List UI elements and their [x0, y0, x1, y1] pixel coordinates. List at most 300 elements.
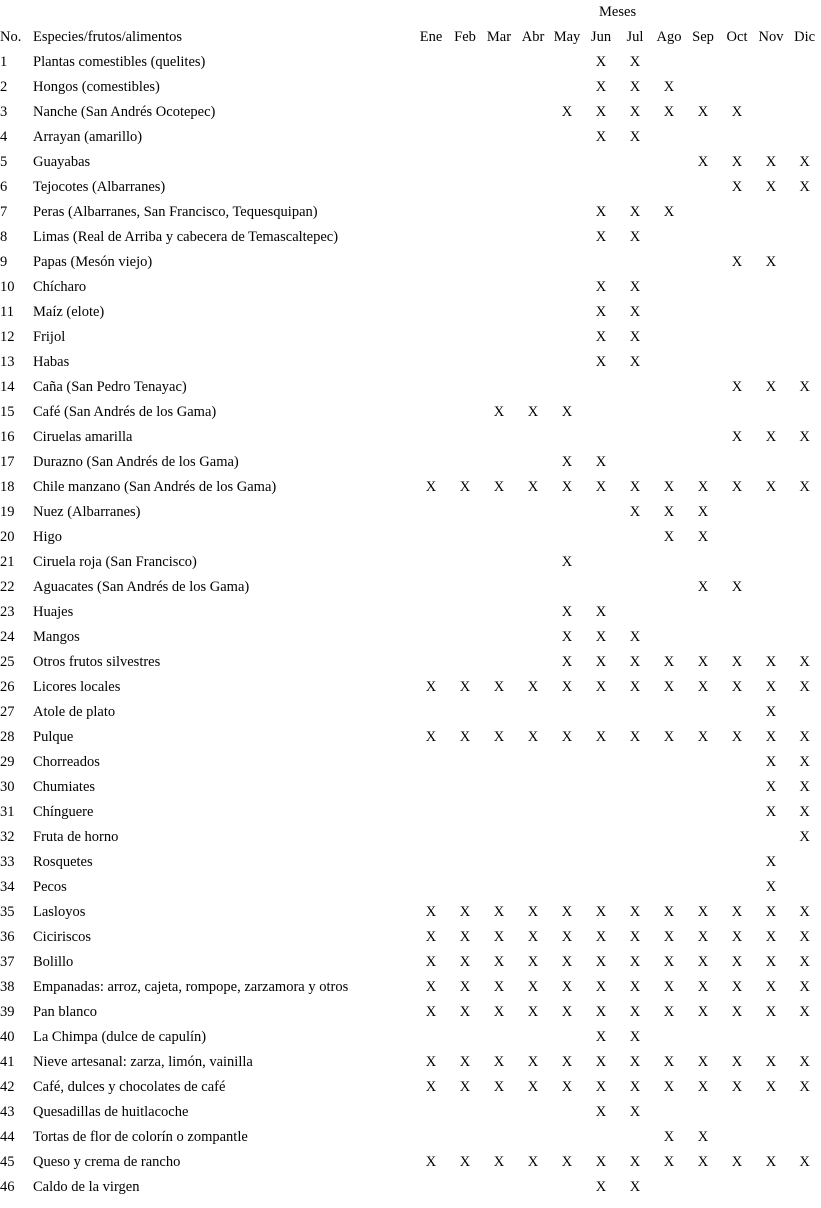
month-cell-abr: X: [527, 1054, 539, 1070]
month-cell-jul: X: [629, 54, 641, 70]
month-cell-may: X: [561, 629, 573, 645]
month-cell-abr: [516, 346, 550, 371]
month-cell-sep: X: [697, 904, 709, 920]
month-cell-ago: [652, 221, 686, 246]
month-cell-mar: [482, 346, 516, 371]
month-cell-may: [550, 846, 584, 871]
month-cell-jul: [618, 696, 652, 721]
month-cell-nov: X: [765, 779, 777, 795]
month-cell-mar: X: [493, 729, 505, 745]
month-cell-jul: X: [629, 629, 641, 645]
month-cell-mar: [482, 571, 516, 596]
month-cell-jun: [584, 846, 618, 871]
table-row: [0, 646, 821, 671]
month-cell-nov: [754, 546, 788, 571]
month-cell-may: [550, 221, 584, 246]
month-cell-oct: [720, 1021, 754, 1046]
month-cell-oct: [720, 746, 754, 771]
month-cell-sep: X: [697, 479, 709, 495]
row-species-name: Nieve artesanal: zarza, limón, vainilla: [33, 1054, 253, 1070]
month-cell-ago: X: [663, 654, 675, 670]
month-cell-mar: [482, 821, 516, 846]
table-row: [0, 396, 821, 421]
month-cell-feb: [448, 371, 482, 396]
month-cell-feb: X: [459, 1004, 471, 1020]
table-row: [0, 571, 821, 596]
row-number: 22: [0, 579, 15, 595]
month-cell-oct: [720, 321, 754, 346]
month-cell-abr: X: [527, 1154, 539, 1170]
month-cell-dic: X: [799, 379, 810, 395]
month-cell-sep: [686, 1171, 720, 1196]
month-cell-oct: X: [731, 654, 743, 670]
month-cell-abr: [516, 546, 550, 571]
month-cell-abr: [516, 621, 550, 646]
month-cell-ago: [652, 796, 686, 821]
month-cell-jun: X: [595, 604, 607, 620]
month-cell-dic: [788, 221, 821, 246]
month-cell-jun: X: [595, 1079, 607, 1095]
header-month-jun: Jun: [590, 29, 612, 45]
month-cell-jul: [618, 371, 652, 396]
month-cell-may: [550, 696, 584, 721]
month-cell-mar: [482, 146, 516, 171]
month-cell-abr: X: [527, 1004, 539, 1020]
header-group-row: [0, 0, 821, 21]
month-cell-nov: X: [765, 929, 777, 945]
header-spacer-species: [33, 0, 414, 21]
month-cell-nov: X: [765, 854, 777, 870]
month-cell-ago: [652, 121, 686, 146]
month-cell-sep: [686, 371, 720, 396]
month-cell-may: [550, 296, 584, 321]
month-cell-dic: [788, 521, 821, 546]
month-cell-oct: [720, 696, 754, 721]
month-cell-feb: [448, 296, 482, 321]
month-cell-abr: [516, 821, 550, 846]
month-cell-sep: X: [697, 1129, 709, 1145]
month-cell-nov: [754, 1021, 788, 1046]
month-cell-feb: [448, 246, 482, 271]
month-cell-nov: X: [765, 1054, 777, 1070]
month-cell-nov: [754, 321, 788, 346]
month-cell-jul: [618, 796, 652, 821]
row-species-name: Caña (San Pedro Tenayac): [33, 379, 187, 395]
row-number: 37: [0, 954, 15, 970]
row-number: 15: [0, 404, 15, 420]
month-cell-sep: X: [697, 104, 709, 120]
row-number: 2: [0, 79, 8, 95]
month-cell-jul: X: [629, 204, 641, 220]
row-number: 16: [0, 429, 15, 445]
month-cell-dic: X: [799, 429, 810, 445]
month-cell-dic: X: [799, 154, 810, 170]
month-cell-ene: [414, 871, 448, 896]
header-month-oct: Oct: [726, 29, 748, 45]
table-row: [0, 421, 821, 446]
month-cell-nov: X: [765, 154, 777, 170]
month-cell-abr: [516, 46, 550, 71]
month-cell-nov: [754, 1096, 788, 1121]
row-species-name: Plantas comestibles (quelites): [33, 54, 206, 70]
month-cell-feb: [448, 546, 482, 571]
month-cell-ene: X: [425, 479, 437, 495]
row-number: 10: [0, 279, 15, 295]
header-month-feb: Feb: [454, 29, 476, 45]
month-cell-ene: [414, 146, 448, 171]
month-cell-jul: X: [629, 479, 641, 495]
month-cell-jul: X: [629, 1179, 641, 1195]
month-cell-feb: [448, 1096, 482, 1121]
month-cell-dic: [788, 346, 821, 371]
month-cell-jun: [584, 171, 618, 196]
table-row: [0, 746, 821, 771]
month-cell-ene: X: [425, 929, 437, 945]
month-cell-ago: X: [663, 679, 675, 695]
month-cell-oct: [720, 771, 754, 796]
month-cell-dic: X: [799, 804, 810, 820]
month-cell-feb: [448, 496, 482, 521]
month-cell-abr: [516, 246, 550, 271]
month-cell-mar: [482, 121, 516, 146]
row-species-name: Higo: [33, 529, 62, 545]
month-cell-jun: X: [595, 1104, 607, 1120]
header-month-ago: Ago: [656, 29, 682, 45]
month-cell-sep: X: [697, 654, 709, 670]
row-number: 44: [0, 1129, 15, 1145]
month-cell-mar: [482, 421, 516, 446]
month-cell-dic: [788, 1121, 821, 1146]
month-cell-jun: [584, 421, 618, 446]
row-species-name: Queso y crema de rancho: [33, 1154, 181, 1170]
month-cell-nov: [754, 446, 788, 471]
month-cell-sep: [686, 696, 720, 721]
month-cell-jul: [618, 571, 652, 596]
month-cell-mar: X: [493, 1154, 505, 1170]
month-cell-sep: [686, 121, 720, 146]
month-cell-oct: X: [731, 1004, 743, 1020]
month-cell-nov: X: [765, 879, 777, 895]
month-cell-jun: [584, 371, 618, 396]
month-cell-feb: X: [459, 904, 471, 920]
month-cell-feb: [448, 821, 482, 846]
month-cell-ene: X: [425, 729, 437, 745]
row-number: 6: [0, 179, 8, 195]
month-cell-sep: X: [697, 729, 709, 745]
month-cell-jun: [584, 546, 618, 571]
month-cell-oct: [720, 121, 754, 146]
row-species-name: Quesadillas de huitlacoche: [33, 1104, 189, 1120]
header-month-ene: Ene: [419, 29, 443, 45]
row-number: 18: [0, 479, 15, 495]
table-row: [0, 771, 821, 796]
month-cell-abr: [516, 1121, 550, 1146]
month-cell-abr: X: [527, 904, 539, 920]
month-cell-jun: [584, 771, 618, 796]
month-cell-may: [550, 1021, 584, 1046]
month-cell-oct: [720, 596, 754, 621]
row-number: 8: [0, 229, 8, 245]
month-cell-sep: [686, 596, 720, 621]
month-cell-sep: [686, 746, 720, 771]
month-cell-ago: [652, 1171, 686, 1196]
month-cell-abr: [516, 121, 550, 146]
month-cell-sep: [686, 221, 720, 246]
month-cell-nov: X: [765, 954, 777, 970]
month-cell-nov: X: [765, 754, 777, 770]
month-cell-ago: [652, 296, 686, 321]
month-cell-feb: [448, 346, 482, 371]
table-header: [0, 0, 821, 46]
month-cell-dic: X: [799, 754, 810, 770]
month-cell-jul: X: [629, 104, 641, 120]
month-cell-jul: [618, 171, 652, 196]
row-number: 11: [0, 304, 14, 320]
month-cell-sep: [686, 271, 720, 296]
month-cell-abr: [516, 271, 550, 296]
month-cell-mar: [482, 771, 516, 796]
row-number: 36: [0, 929, 15, 945]
month-cell-may: X: [561, 604, 573, 620]
month-cell-jun: X: [595, 679, 607, 695]
row-number: 5: [0, 154, 8, 170]
header-columns-row: [0, 21, 821, 46]
month-cell-jun: X: [595, 229, 607, 245]
table-row: [0, 1046, 821, 1071]
month-cell-jun: X: [595, 129, 607, 145]
month-cell-mar: X: [493, 1004, 505, 1020]
month-cell-jun: X: [595, 304, 607, 320]
month-cell-jun: [584, 1121, 618, 1146]
month-cell-ago: [652, 696, 686, 721]
month-cell-mar: [482, 1021, 516, 1046]
month-cell-jun: [584, 521, 618, 546]
month-cell-feb: [448, 621, 482, 646]
month-cell-feb: [448, 196, 482, 221]
month-cell-abr: [516, 446, 550, 471]
table-row: [0, 1096, 821, 1121]
month-cell-dic: [788, 571, 821, 596]
month-cell-oct: [720, 346, 754, 371]
month-cell-feb: [448, 646, 482, 671]
month-cell-ago: [652, 621, 686, 646]
table-row: [0, 971, 821, 996]
row-number: 21: [0, 554, 15, 570]
table-row: [0, 696, 821, 721]
month-cell-ene: [414, 71, 448, 96]
month-cell-may: [550, 796, 584, 821]
month-cell-oct: [720, 821, 754, 846]
month-cell-abr: [516, 496, 550, 521]
month-cell-may: X: [561, 1004, 573, 1020]
month-cell-sep: X: [697, 1004, 709, 1020]
month-cell-ene: [414, 296, 448, 321]
month-cell-abr: [516, 1096, 550, 1121]
month-cell-jun: [584, 396, 618, 421]
row-number: 12: [0, 329, 15, 345]
month-cell-dic: [788, 196, 821, 221]
month-cell-jun: X: [595, 79, 607, 95]
month-cell-mar: [482, 746, 516, 771]
row-number: 31: [0, 804, 15, 820]
month-cell-sep: [686, 846, 720, 871]
month-cell-jul: X: [629, 1029, 641, 1045]
month-cell-jul: [618, 396, 652, 421]
month-cell-dic: [788, 846, 821, 871]
row-species-name: Habas: [33, 354, 70, 370]
header-spacer-no: [0, 0, 33, 21]
month-cell-dic: [788, 96, 821, 121]
month-cell-feb: [448, 271, 482, 296]
month-cell-oct: X: [731, 429, 743, 445]
month-cell-dic: [788, 1096, 821, 1121]
month-cell-sep: [686, 346, 720, 371]
month-cell-oct: [720, 521, 754, 546]
month-cell-abr: [516, 421, 550, 446]
month-cell-mar: [482, 621, 516, 646]
month-cell-oct: [720, 846, 754, 871]
month-cell-abr: X: [527, 729, 539, 745]
month-cell-ene: X: [425, 904, 437, 920]
month-cell-ago: X: [663, 1004, 675, 1020]
month-cell-nov: [754, 396, 788, 421]
month-cell-ago: X: [663, 529, 675, 545]
month-cell-nov: X: [765, 704, 777, 720]
month-cell-abr: [516, 321, 550, 346]
month-cell-abr: X: [527, 404, 539, 420]
month-cell-feb: [448, 96, 482, 121]
month-cell-ene: X: [425, 1154, 437, 1170]
month-cell-nov: [754, 521, 788, 546]
row-species-name: Atole de plato: [33, 704, 116, 720]
month-cell-mar: [482, 71, 516, 96]
month-cell-jun: X: [595, 204, 607, 220]
month-cell-jun: X: [595, 354, 607, 370]
row-species-name: Café (San Andrés de los Gama): [33, 404, 217, 420]
table-row: [0, 846, 821, 871]
table-row: [0, 921, 821, 946]
month-cell-nov: X: [765, 179, 777, 195]
month-cell-may: X: [561, 404, 573, 420]
month-cell-may: X: [561, 954, 573, 970]
header-meses-group: Meses: [599, 4, 637, 20]
month-cell-abr: [516, 146, 550, 171]
row-species-name: Tejocotes (Albarranes): [33, 179, 166, 195]
month-cell-dic: [788, 246, 821, 271]
month-cell-ago: [652, 596, 686, 621]
month-cell-jul: [618, 421, 652, 446]
table-row: [0, 671, 821, 696]
month-cell-mar: [482, 171, 516, 196]
month-cell-jun: X: [595, 979, 607, 995]
row-number: 1: [0, 54, 8, 70]
month-cell-jun: X: [595, 1179, 607, 1195]
month-cell-jul: [618, 596, 652, 621]
month-cell-may: X: [561, 1054, 573, 1070]
table-row: [0, 321, 821, 346]
month-cell-jul: X: [629, 979, 641, 995]
month-cell-jun: X: [595, 929, 607, 945]
month-cell-mar: X: [493, 1054, 505, 1070]
month-cell-dic: X: [799, 979, 810, 995]
month-cell-mar: [482, 496, 516, 521]
row-species-name: Caldo de la virgen: [33, 1179, 140, 1195]
table-row: [0, 246, 821, 271]
row-species-name: Nuez (Albarranes): [33, 504, 141, 520]
month-cell-jul: X: [629, 279, 641, 295]
month-cell-nov: [754, 821, 788, 846]
table-row: [0, 71, 821, 96]
month-cell-feb: X: [459, 479, 471, 495]
month-cell-ene: [414, 746, 448, 771]
month-cell-jun: X: [595, 1029, 607, 1045]
table-row: [0, 471, 821, 496]
month-cell-abr: [516, 796, 550, 821]
month-cell-may: X: [561, 454, 573, 470]
month-cell-abr: [516, 171, 550, 196]
month-cell-nov: X: [765, 1154, 777, 1170]
month-cell-may: X: [561, 104, 573, 120]
month-cell-mar: [482, 1171, 516, 1196]
month-cell-nov: [754, 96, 788, 121]
month-cell-jun: [584, 746, 618, 771]
month-cell-ago: [652, 446, 686, 471]
month-cell-nov: X: [765, 729, 777, 745]
month-cell-ene: [414, 496, 448, 521]
month-cell-oct: X: [731, 979, 743, 995]
row-species-name: Frijol: [33, 329, 66, 345]
month-cell-ene: [414, 121, 448, 146]
month-cell-abr: X: [527, 954, 539, 970]
month-cell-abr: [516, 1021, 550, 1046]
row-species-name: Huajes: [33, 604, 74, 620]
month-cell-mar: X: [493, 679, 505, 695]
month-cell-nov: [754, 571, 788, 596]
month-cell-sep: X: [697, 529, 709, 545]
month-cell-jun: X: [595, 654, 607, 670]
month-cell-oct: X: [731, 479, 743, 495]
table-row: [0, 996, 821, 1021]
month-cell-jul: X: [629, 1004, 641, 1020]
month-cell-jul: X: [629, 654, 641, 670]
month-cell-jul: X: [629, 1079, 641, 1095]
row-number: 27: [0, 704, 15, 720]
month-cell-oct: [720, 271, 754, 296]
month-cell-sep: [686, 1096, 720, 1121]
row-species-name: Lasloyos: [33, 904, 86, 920]
row-number: 45: [0, 1154, 15, 1170]
month-cell-nov: [754, 596, 788, 621]
month-cell-jul: [618, 521, 652, 546]
row-species-name: Pulque: [33, 729, 74, 745]
month-cell-abr: [516, 571, 550, 596]
month-cell-abr: [516, 71, 550, 96]
row-number: 25: [0, 654, 15, 670]
month-cell-ago: [652, 321, 686, 346]
header-species: Especies/frutos/alimentos: [33, 29, 182, 45]
month-cell-feb: [448, 1121, 482, 1146]
month-cell-feb: [448, 221, 482, 246]
row-species-name: Bolillo: [33, 954, 74, 970]
month-cell-may: [550, 121, 584, 146]
month-cell-ago: [652, 771, 686, 796]
month-cell-ago: X: [663, 1154, 675, 1170]
month-cell-ene: [414, 1021, 448, 1046]
month-cell-ene: X: [425, 679, 437, 695]
month-cell-nov: X: [765, 1079, 777, 1095]
month-cell-feb: [448, 571, 482, 596]
row-number: 4: [0, 129, 8, 145]
